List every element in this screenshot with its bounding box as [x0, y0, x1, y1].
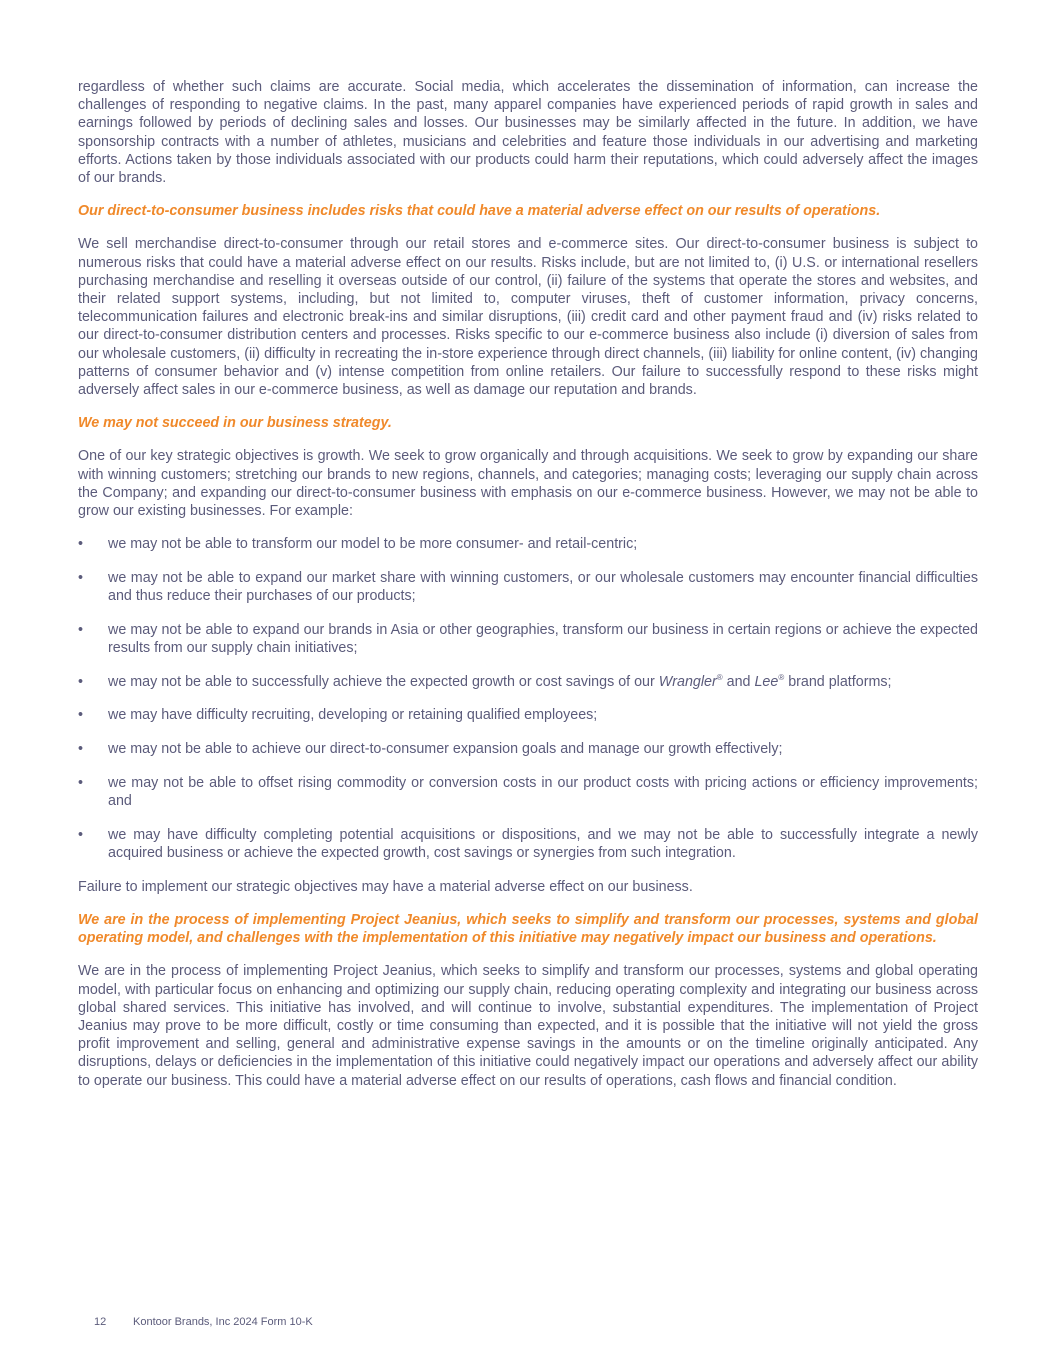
list-item — [78, 774, 978, 810]
list-item-text: we may not be able to offset rising commodity or conversion costs in our product costs with pricing actions or efficiency improvements; and — [108, 774, 978, 810]
document-title: Kontoor Brands, Inc 2024 Form 10-K — [133, 1316, 313, 1328]
registered-mark: ® — [778, 672, 785, 682]
bullet-icon: • — [78, 673, 84, 690]
list-item — [78, 569, 978, 605]
bullet-icon: • — [78, 536, 84, 553]
paragraph-strategy-failure: Failure to implement our strategic objectives may have a material adverse effect on our business. — [78, 878, 693, 895]
list-item-text: we may have difficulty recruiting, developing or retaining qualified employees; — [108, 707, 598, 724]
paragraph-reputation: regardless of whether such claims are accurate. Social media, which accelerates the dissemination of information, can increase the challenges of responding to negative claims. In the past, many apparel companies have experienced periods of rapid growth in sales and earnings followed by periods of declining sales and losses. Our businesses may be similarly affected in the future. In addition, we have sponsorship contracts with a number of athletes, musicians and celebrities and feature those individuals in our advertising and marketing efforts. Actions taken by those individuals associated with our products could harm their reputations, which could adversely affect the images of our brands. — [78, 79, 978, 187]
bullet-icon: • — [78, 741, 84, 758]
list-item — [78, 826, 978, 862]
list-item — [78, 673, 978, 691]
registered-mark: ® — [716, 672, 723, 682]
list-item — [78, 740, 978, 758]
paragraph-direct-to-consumer: We sell merchandise direct-to-consumer through our retail stores and e-commerce sites. Our direct-to-consumer business is subject to numerous risks that could have a material adverse effect on our results. Risks include, but are not limited to, (i) U.S. or international resellers purchasing merchandise and reselling it overseas outside of our control, (ii) failure of the systems that operate the stores and websites, and their related support systems, including, but not limited to, computer viruses, theft of customer information, privacy concerns, telecommunication failures and electronic break-ins and similar disruptions, (iii) credit card and other payment fraud and (iv) risks related to our direct-to-consumer distribution centers and processes. Risks specific to our e-commerce business also include (i) diversion of sales from our wholesale customers, (ii) difficulty in recreating the in-store experience through direct channels, (iii) liability for online content, (iv) changing patterns of consumer behavior and (v) intense competition from online retailers. Our failure to successfully respond to these risks might adversely affect sales in our e-commerce business, as well as damage our reputation and brands. — [78, 236, 978, 399]
bullet-icon: • — [78, 774, 84, 791]
page-footer — [94, 1316, 313, 1328]
strategy-risk-list — [78, 535, 978, 862]
list-item — [78, 621, 978, 657]
heading-direct-to-consumer-risk: Our direct-to-consumer business includes risks that could have a material adverse effect on our results of operations. — [78, 203, 881, 220]
bullet-icon: • — [78, 707, 84, 724]
list-item-text: we may not be able to transform our model to be more consumer- and retail-centric; — [108, 536, 638, 553]
document-page — [78, 78, 978, 1105]
list-item-text: we may not be able to successfully achieve the expected growth or cost savings of our Wrangler® and Lee® brand platforms; — [108, 672, 892, 690]
bullet-icon: • — [78, 826, 84, 843]
list-item — [78, 706, 978, 724]
list-item-text: we may not be able to expand our brands in Asia or other geographies, transform our business in certain regions or achieve the expected results from our supply chain initiatives; — [108, 621, 978, 657]
bullet-icon: • — [78, 621, 84, 638]
heading-business-strategy: We may not succeed in our business strategy. — [78, 415, 392, 432]
list-item-text: we may not be able to achieve our direct-to-consumer expansion goals and manage our growth effectively; — [108, 741, 783, 758]
brand-wrangler: Wrangler — [658, 673, 717, 690]
list-item-text: we may not be able to expand our market share with winning customers, or our wholesale customers may encounter financial difficulties and thus reduce their purchases of our products; — [108, 569, 978, 605]
heading-project-jeanius: We are in the process of implementing Project Jeanius, which seeks to simplify and transform our processes, systems and global operating model, and challenges with the implementation of this initiative may negatively impact our business and operations. — [78, 911, 978, 947]
list-item — [78, 535, 978, 553]
page-number: 12 — [94, 1316, 107, 1328]
list-item-text: we may have difficulty completing potential acquisitions or dispositions, and we may not be able to successfully integrate a newly acquired business or achieve the expected growth, cost savings or synergies from such integration. — [108, 826, 978, 861]
paragraph-strategy: One of our key strategic objectives is growth. We seek to grow organically and through acquisitions. We seek to grow by expanding our share with winning customers; stretching our brands to new regions, channels, and categories; managing costs; leveraging our supply chain across the Company; and expanding our direct-to-consumer business with emphasis on our e-commerce business. However, we may not be able to grow our existing businesses. For example: — [78, 448, 978, 520]
bullet-icon: • — [78, 569, 84, 586]
brand-lee: Lee — [754, 673, 779, 690]
paragraph-project-jeanius: We are in the process of implementing Project Jeanius, which seeks to simplify and transform our processes, systems and global operating model, with particular focus on enhancing and optimizing our supply chain, reducing operating complexity and integrating our business across global shared services. This initiative has involved, and will continue to involve, substantial expenditures. The implementation of Project Jeanius may prove to be more difficult, costly or time consuming than expected, and it is possible that the initiative will not yield the gross profit improvement and selling, general and administrative expense savings in the amounts or on the timeline originally anticipated. Any disruptions, delays or deficiencies in the implementation of this initiative could negatively impact our operations and adversely affect our ability to operate our business. This could have a material adverse effect on our results of operations, cash flows and financial condition. — [78, 963, 978, 1089]
